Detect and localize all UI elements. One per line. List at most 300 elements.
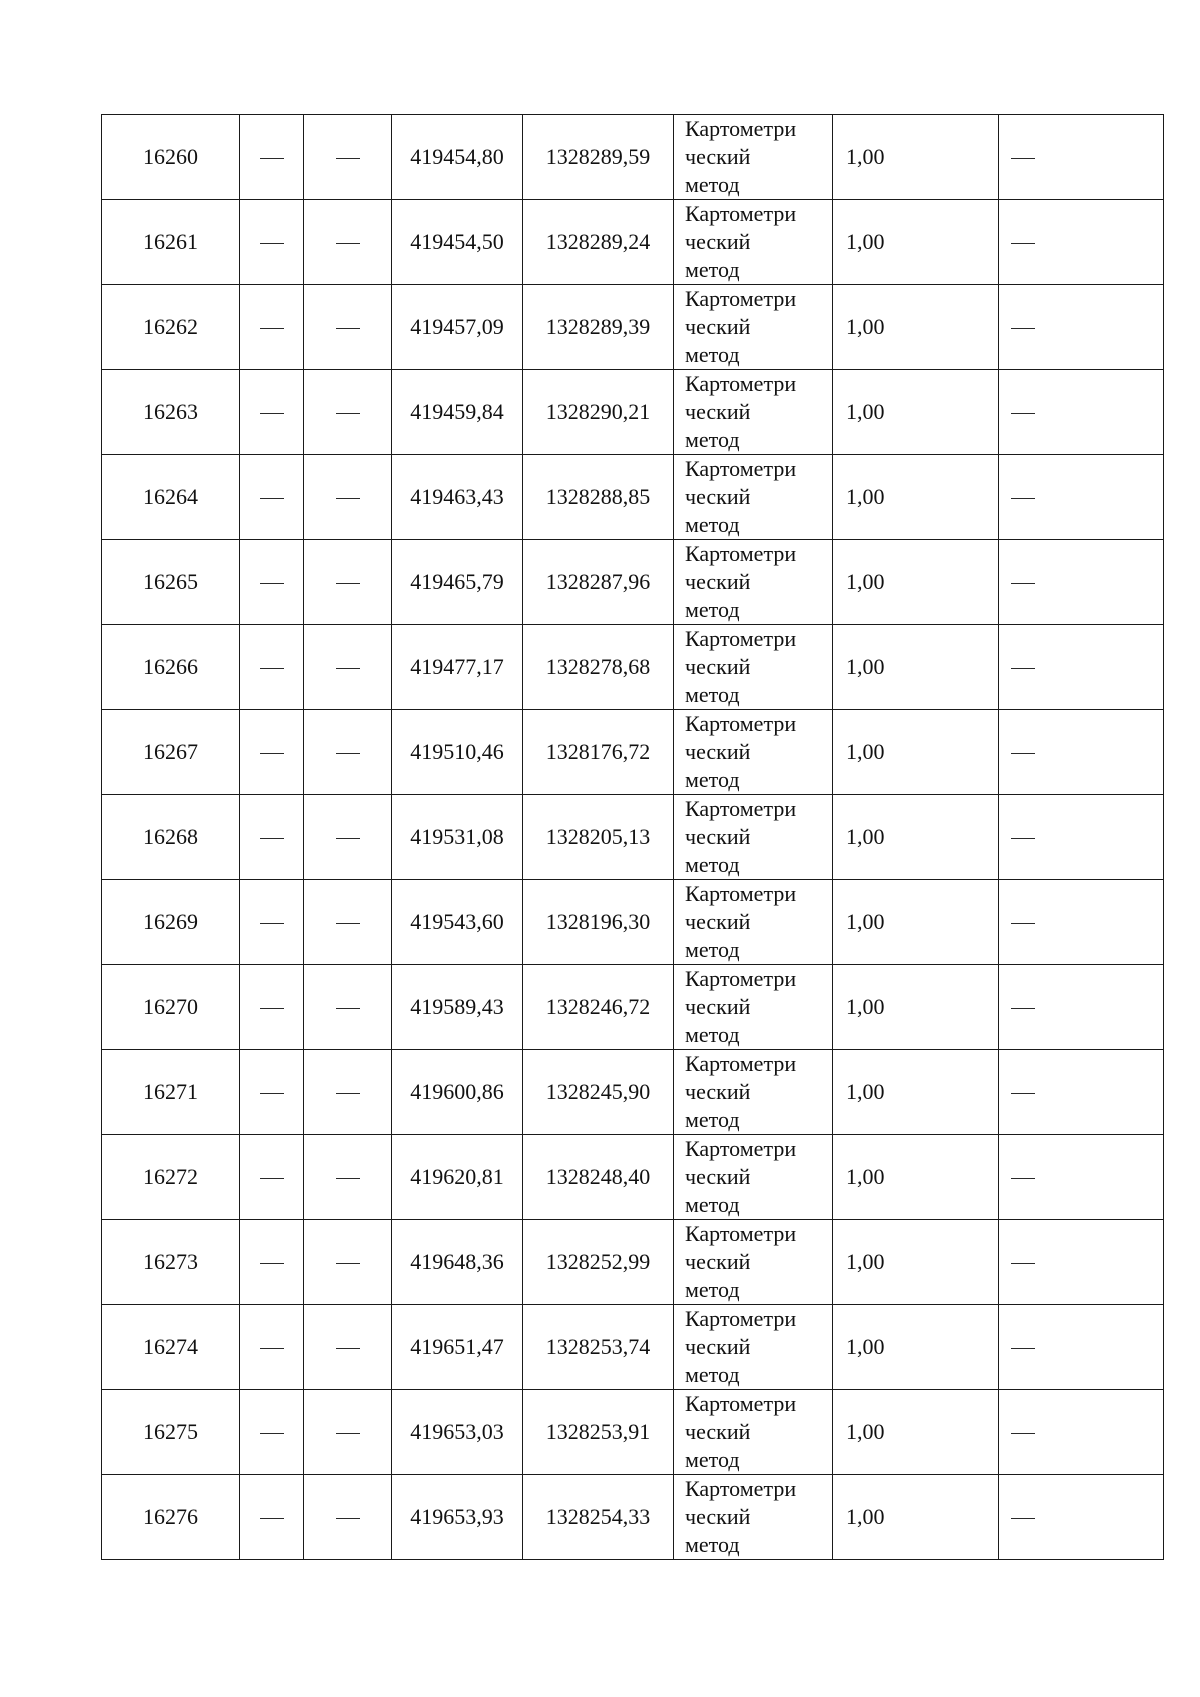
x-coordinate-cell	[392, 370, 523, 455]
empty-value-cell	[240, 200, 304, 285]
accuracy-text: 1,00	[846, 1164, 885, 1189]
accuracy-cell	[833, 625, 999, 710]
dash-line	[336, 1008, 360, 1009]
method-text: Картометри ческий метод	[685, 1221, 797, 1302]
dash-line	[336, 328, 360, 329]
x-coordinate-cell	[392, 1050, 523, 1135]
table-body	[102, 115, 1164, 1560]
accuracy-cell	[833, 455, 999, 540]
y-coordinate-text: 1328253,91	[545, 1419, 651, 1444]
dash-mark	[284, 1418, 285, 1419]
dash-mark	[360, 653, 361, 654]
accuracy-text: 1,00	[846, 484, 885, 509]
dash-line	[336, 158, 360, 159]
accuracy-cell	[833, 1135, 999, 1220]
y-coordinate-cell	[523, 285, 674, 370]
x-coordinate-text: 419653,93	[410, 1504, 504, 1529]
dash-mark	[360, 1418, 361, 1419]
table-row	[102, 455, 1164, 540]
x-coordinate-text: 419454,50	[410, 229, 504, 254]
table-row	[102, 1050, 1164, 1135]
dash-mark	[1035, 1503, 1036, 1504]
x-coordinate-text: 419531,08	[410, 824, 504, 849]
x-coordinate-text: 419651,47	[410, 1334, 504, 1359]
y-coordinate-text: 1328245,90	[545, 1079, 651, 1104]
dash-line	[1011, 668, 1035, 669]
accuracy-cell	[833, 370, 999, 455]
dash-line	[260, 498, 284, 499]
dash-mark	[1035, 398, 1036, 399]
dash-mark	[284, 1333, 285, 1334]
y-coordinate-cell	[523, 795, 674, 880]
x-coordinate-text: 419620,81	[410, 1164, 504, 1189]
point-number-text: 16275	[143, 1419, 198, 1444]
x-coordinate-cell	[392, 1135, 523, 1220]
dash-line	[260, 1008, 284, 1009]
y-coordinate-text: 1328253,74	[545, 1334, 651, 1359]
point-number-cell	[102, 200, 240, 285]
dash-line	[260, 583, 284, 584]
y-coordinate-cell	[523, 1050, 674, 1135]
point-number-cell	[102, 540, 240, 625]
dash-mark	[1035, 483, 1036, 484]
point-number-cell	[102, 455, 240, 540]
empty-value-cell	[304, 1475, 392, 1560]
x-coordinate-cell	[392, 115, 523, 200]
dash-mark	[284, 738, 285, 739]
dash-line	[336, 1348, 360, 1349]
table-row	[102, 795, 1164, 880]
method-text: Картометри ческий метод	[685, 796, 797, 877]
dash-line	[1011, 243, 1035, 244]
x-coordinate-cell	[392, 1475, 523, 1560]
x-coordinate-cell	[392, 1220, 523, 1305]
method-text: Картометри ческий метод	[685, 201, 797, 282]
empty-value-cell	[240, 1135, 304, 1220]
accuracy-text: 1,00	[846, 1249, 885, 1274]
empty-value-cell	[999, 285, 1164, 370]
y-coordinate-cell	[523, 540, 674, 625]
accuracy-cell	[833, 795, 999, 880]
table-row	[102, 1220, 1164, 1305]
x-coordinate-cell	[392, 540, 523, 625]
y-coordinate-text: 1328290,21	[545, 399, 651, 424]
y-coordinate-text: 1328254,33	[545, 1504, 651, 1529]
dash-mark	[284, 653, 285, 654]
y-coordinate-cell	[523, 200, 674, 285]
table-row	[102, 370, 1164, 455]
point-number-text: 16264	[143, 484, 198, 509]
dash-mark	[360, 738, 361, 739]
dash-line	[1011, 1093, 1035, 1094]
method-text: Картометри ческий метод	[685, 541, 797, 622]
empty-value-cell	[240, 1050, 304, 1135]
accuracy-cell	[833, 285, 999, 370]
point-number-cell	[102, 1050, 240, 1135]
empty-value-cell	[304, 965, 392, 1050]
method-cell	[674, 285, 833, 370]
x-coordinate-cell	[392, 1390, 523, 1475]
dash-line	[260, 668, 284, 669]
dash-line	[1011, 753, 1035, 754]
accuracy-cell	[833, 1305, 999, 1390]
x-coordinate-cell	[392, 710, 523, 795]
accuracy-cell	[833, 710, 999, 795]
y-coordinate-cell	[523, 880, 674, 965]
point-number-text: 16271	[143, 1079, 198, 1104]
dash-mark	[360, 313, 361, 314]
method-cell	[674, 1135, 833, 1220]
point-number-text: 16272	[143, 1164, 198, 1189]
y-coordinate-text: 1328176,72	[545, 739, 651, 764]
x-coordinate-cell	[392, 1305, 523, 1390]
empty-value-cell	[999, 455, 1164, 540]
dash-line	[336, 583, 360, 584]
empty-value-cell	[304, 1050, 392, 1135]
empty-value-cell	[999, 1050, 1164, 1135]
point-number-text: 16263	[143, 399, 198, 424]
x-coordinate-text: 419648,36	[410, 1249, 504, 1274]
empty-value-cell	[240, 285, 304, 370]
method-text: Картометри ческий метод	[685, 1136, 797, 1217]
dash-line	[336, 923, 360, 924]
dash-mark	[360, 228, 361, 229]
empty-value-cell	[240, 625, 304, 710]
empty-value-cell	[240, 1305, 304, 1390]
method-text: Картометри ческий метод	[685, 966, 797, 1047]
y-coordinate-cell	[523, 965, 674, 1050]
method-text: Картометри ческий метод	[685, 456, 797, 537]
dash-line	[260, 838, 284, 839]
dash-mark	[360, 1078, 361, 1079]
y-coordinate-text: 1328196,30	[545, 909, 651, 934]
dash-line	[1011, 413, 1035, 414]
y-coordinate-text: 1328248,40	[545, 1164, 651, 1189]
dash-mark	[1035, 568, 1036, 569]
table-row	[102, 200, 1164, 285]
dash-line	[1011, 923, 1035, 924]
dash-mark	[284, 823, 285, 824]
dash-mark	[1035, 1163, 1036, 1164]
point-number-text: 16260	[143, 144, 198, 169]
y-coordinate-cell	[523, 1390, 674, 1475]
x-coordinate-text: 419600,86	[410, 1079, 504, 1104]
point-number-text: 16276	[143, 1504, 198, 1529]
method-cell	[674, 795, 833, 880]
point-number-text: 16268	[143, 824, 198, 849]
table-row	[102, 1135, 1164, 1220]
method-text: Картометри ческий метод	[685, 116, 797, 197]
y-coordinate-cell	[523, 1475, 674, 1560]
method-cell	[674, 965, 833, 1050]
point-number-cell	[102, 625, 240, 710]
point-number-cell	[102, 115, 240, 200]
method-text: Картометри ческий метод	[685, 1476, 797, 1557]
dash-mark	[284, 1503, 285, 1504]
dash-mark	[284, 1078, 285, 1079]
point-number-text: 16261	[143, 229, 198, 254]
accuracy-cell	[833, 1220, 999, 1305]
empty-value-cell	[304, 795, 392, 880]
accuracy-text: 1,00	[846, 1419, 885, 1444]
dash-line	[1011, 158, 1035, 159]
accuracy-cell	[833, 200, 999, 285]
table-row	[102, 115, 1164, 200]
dash-mark	[284, 908, 285, 909]
x-coordinate-cell	[392, 200, 523, 285]
empty-value-cell	[240, 115, 304, 200]
point-number-cell	[102, 1390, 240, 1475]
dash-line	[260, 243, 284, 244]
dash-line	[260, 158, 284, 159]
dash-mark	[284, 398, 285, 399]
method-cell	[674, 370, 833, 455]
dash-mark	[1035, 993, 1036, 994]
empty-value-cell	[999, 1220, 1164, 1305]
y-coordinate-text: 1328252,99	[545, 1249, 651, 1274]
dash-mark	[360, 143, 361, 144]
dash-mark	[284, 1248, 285, 1249]
empty-value-cell	[304, 880, 392, 965]
dash-mark	[1035, 823, 1036, 824]
empty-value-cell	[999, 115, 1164, 200]
point-number-cell	[102, 1220, 240, 1305]
empty-value-cell	[999, 1305, 1164, 1390]
accuracy-text: 1,00	[846, 909, 885, 934]
dash-mark	[360, 568, 361, 569]
accuracy-cell	[833, 1050, 999, 1135]
empty-value-cell	[999, 880, 1164, 965]
table-row	[102, 1390, 1164, 1475]
method-cell	[674, 1220, 833, 1305]
dash-line	[1011, 838, 1035, 839]
empty-value-cell	[240, 795, 304, 880]
y-coordinate-text: 1328246,72	[545, 994, 651, 1019]
empty-value-cell	[304, 1135, 392, 1220]
dash-mark	[1035, 143, 1036, 144]
empty-value-cell	[304, 540, 392, 625]
dash-line	[336, 1093, 360, 1094]
x-coordinate-text: 419543,60	[410, 909, 504, 934]
accuracy-cell	[833, 880, 999, 965]
y-coordinate-cell	[523, 455, 674, 540]
accuracy-cell	[833, 1475, 999, 1560]
table-row	[102, 965, 1164, 1050]
accuracy-text: 1,00	[846, 229, 885, 254]
x-coordinate-cell	[392, 625, 523, 710]
method-text: Картометри ческий метод	[685, 881, 797, 962]
method-text: Картометри ческий метод	[685, 371, 797, 452]
dash-mark	[360, 908, 361, 909]
table-row	[102, 880, 1164, 965]
method-cell	[674, 880, 833, 965]
dash-mark	[1035, 1248, 1036, 1249]
y-coordinate-cell	[523, 1305, 674, 1390]
dash-line	[1011, 1433, 1035, 1434]
dash-line	[336, 1263, 360, 1264]
dash-mark	[1035, 738, 1036, 739]
accuracy-text: 1,00	[846, 144, 885, 169]
point-number-text: 16266	[143, 654, 198, 679]
y-coordinate-cell	[523, 710, 674, 795]
empty-value-cell	[240, 455, 304, 540]
empty-value-cell	[240, 1220, 304, 1305]
y-coordinate-cell	[523, 370, 674, 455]
point-number-cell	[102, 1135, 240, 1220]
method-text: Картометри ческий метод	[685, 711, 797, 792]
table-row	[102, 710, 1164, 795]
y-coordinate-text: 1328205,13	[545, 824, 651, 849]
dash-mark	[360, 823, 361, 824]
empty-value-cell	[999, 625, 1164, 710]
point-number-text: 16270	[143, 994, 198, 1019]
point-number-cell	[102, 880, 240, 965]
empty-value-cell	[304, 370, 392, 455]
accuracy-cell	[833, 540, 999, 625]
dash-mark	[360, 1248, 361, 1249]
table-row	[102, 540, 1164, 625]
dash-line	[1011, 328, 1035, 329]
empty-value-cell	[999, 795, 1164, 880]
method-text: Картометри ческий метод	[685, 286, 797, 367]
x-coordinate-cell	[392, 880, 523, 965]
dash-line	[1011, 1008, 1035, 1009]
dash-mark	[360, 1163, 361, 1164]
table-row	[102, 1305, 1164, 1390]
y-coordinate-text: 1328278,68	[545, 654, 651, 679]
dash-line	[336, 838, 360, 839]
method-text: Картометри ческий метод	[685, 626, 797, 707]
dash-mark	[1035, 908, 1036, 909]
y-coordinate-cell	[523, 625, 674, 710]
empty-value-cell	[999, 200, 1164, 285]
accuracy-text: 1,00	[846, 1334, 885, 1359]
x-coordinate-text: 419465,79	[410, 569, 504, 594]
dash-line	[336, 413, 360, 414]
dash-mark	[284, 993, 285, 994]
dash-mark	[360, 483, 361, 484]
method-cell	[674, 1475, 833, 1560]
dash-mark	[360, 1503, 361, 1504]
empty-value-cell	[304, 1220, 392, 1305]
point-number-cell	[102, 710, 240, 795]
x-coordinate-cell	[392, 795, 523, 880]
y-coordinate-text: 1328289,24	[545, 229, 651, 254]
accuracy-text: 1,00	[846, 399, 885, 424]
accuracy-cell	[833, 115, 999, 200]
empty-value-cell	[304, 200, 392, 285]
x-coordinate-text: 419510,46	[410, 739, 504, 764]
empty-value-cell	[240, 965, 304, 1050]
dash-line	[336, 1433, 360, 1434]
empty-value-cell	[240, 370, 304, 455]
accuracy-text: 1,00	[846, 739, 885, 764]
y-coordinate-text: 1328288,85	[545, 484, 651, 509]
point-number-cell	[102, 285, 240, 370]
dash-mark	[284, 568, 285, 569]
dash-mark	[284, 313, 285, 314]
point-number-cell	[102, 795, 240, 880]
method-text: Картометри ческий метод	[685, 1306, 797, 1387]
dash-mark	[284, 483, 285, 484]
y-coordinate-cell	[523, 115, 674, 200]
empty-value-cell	[304, 455, 392, 540]
point-number-text: 16269	[143, 909, 198, 934]
method-cell	[674, 455, 833, 540]
dash-line	[260, 753, 284, 754]
accuracy-cell	[833, 1390, 999, 1475]
empty-value-cell	[304, 1305, 392, 1390]
point-number-text: 16267	[143, 739, 198, 764]
method-cell	[674, 1390, 833, 1475]
dash-line	[260, 1263, 284, 1264]
empty-value-cell	[304, 625, 392, 710]
method-text: Картометри ческий метод	[685, 1391, 797, 1472]
point-number-cell	[102, 965, 240, 1050]
dash-line	[336, 498, 360, 499]
dash-mark	[360, 1333, 361, 1334]
dash-line	[1011, 498, 1035, 499]
accuracy-text: 1,00	[846, 654, 885, 679]
empty-value-cell	[304, 285, 392, 370]
dash-line	[260, 1093, 284, 1094]
dash-line	[336, 1178, 360, 1179]
x-coordinate-text: 419459,84	[410, 399, 504, 424]
point-number-text: 16274	[143, 1334, 198, 1359]
x-coordinate-text: 419653,03	[410, 1419, 504, 1444]
empty-value-cell	[999, 1135, 1164, 1220]
accuracy-text: 1,00	[846, 1079, 885, 1104]
point-number-text: 16265	[143, 569, 198, 594]
method-cell	[674, 115, 833, 200]
dash-mark	[1035, 313, 1036, 314]
accuracy-text: 1,00	[846, 824, 885, 849]
dash-mark	[1035, 1078, 1036, 1079]
y-coordinate-text: 1328289,59	[545, 144, 651, 169]
x-coordinate-text: 419463,43	[410, 484, 504, 509]
accuracy-text: 1,00	[846, 314, 885, 339]
accuracy-text: 1,00	[846, 994, 885, 1019]
dash-line	[336, 668, 360, 669]
point-number-text: 16262	[143, 314, 198, 339]
dash-line	[260, 923, 284, 924]
y-coordinate-cell	[523, 1220, 674, 1305]
empty-value-cell	[999, 965, 1164, 1050]
empty-value-cell	[240, 1390, 304, 1475]
point-number-cell	[102, 370, 240, 455]
method-text: Картометри ческий метод	[685, 1051, 797, 1132]
method-cell	[674, 1050, 833, 1135]
empty-value-cell	[999, 1390, 1164, 1475]
dash-mark	[284, 143, 285, 144]
x-coordinate-text: 419477,17	[410, 654, 504, 679]
x-coordinate-text: 419457,09	[410, 314, 504, 339]
point-number-cell	[102, 1475, 240, 1560]
method-cell	[674, 1305, 833, 1390]
dash-line	[336, 1518, 360, 1519]
x-coordinate-text: 419589,43	[410, 994, 504, 1019]
dash-line	[260, 413, 284, 414]
empty-value-cell	[999, 710, 1164, 795]
dash-line	[1011, 1518, 1035, 1519]
dash-line	[1011, 1178, 1035, 1179]
dash-mark	[360, 993, 361, 994]
table-row	[102, 625, 1164, 710]
empty-value-cell	[999, 370, 1164, 455]
point-number-text: 16273	[143, 1249, 198, 1274]
method-cell	[674, 625, 833, 710]
dash-mark	[1035, 1333, 1036, 1334]
